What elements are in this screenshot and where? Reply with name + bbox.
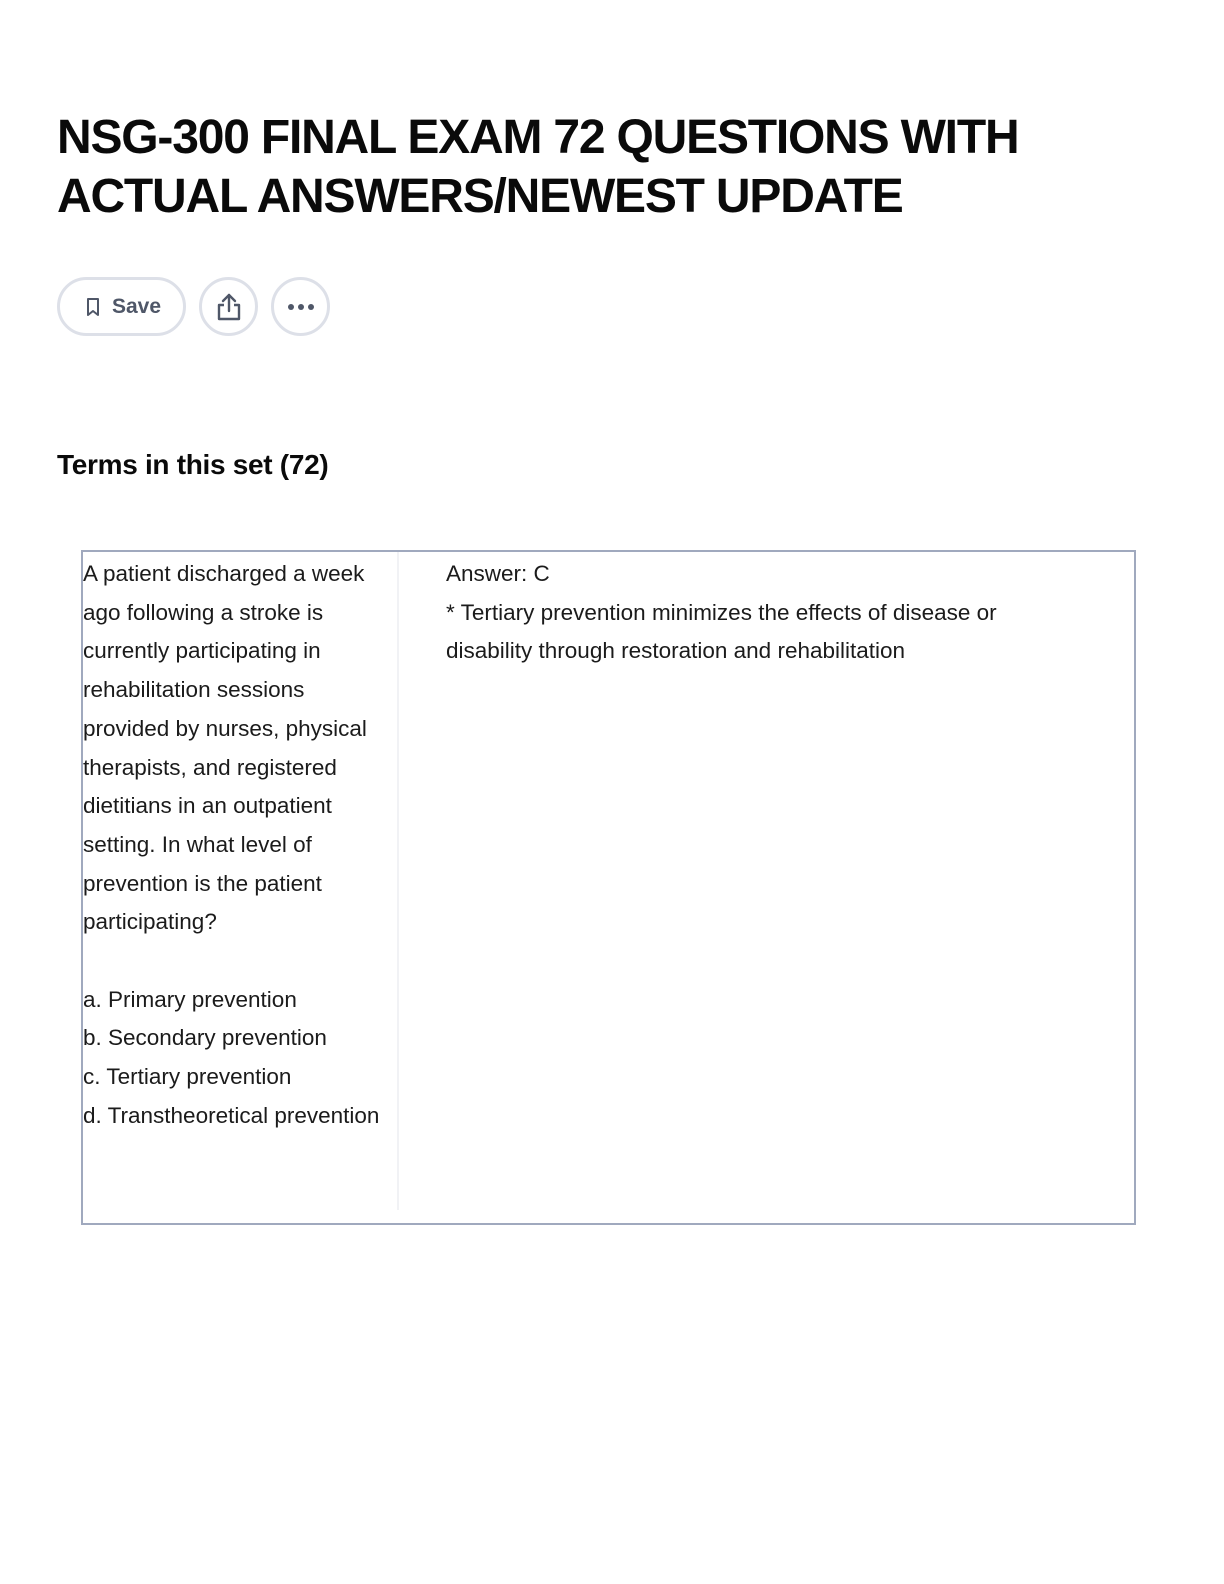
save-button-label: Save [111, 294, 162, 318]
bookmark-icon [86, 297, 100, 317]
more-options-icon [287, 303, 315, 311]
action-toolbar [57, 277, 330, 336]
save-button[interactable] [57, 277, 186, 336]
share-button[interactable] [199, 277, 258, 336]
terms-heading: Terms in this set (72) [57, 449, 329, 480]
term-answer: Answer: C * Tertiary prevention minimizes the effects of disease or disability through restoration and rehabilitation [446, 561, 997, 664]
term-card [81, 550, 1136, 1225]
more-options-button[interactable] [271, 277, 330, 336]
term-question: A patient discharged a week ago following a stroke is currently participating in rehabilitation sessions provided by nurses, physical therapists, and registered dietitians in an outpatient setting. In what level of prevention is the patient participating? a. Primary prevention b. Secondary prevention c. Tertiary prevention d. Transtheoretical prevention [83, 561, 380, 1128]
card-divider [397, 552, 399, 1210]
share-icon [216, 292, 242, 322]
page-title: NSG-300 FINAL EXAM 72 QUESTIONS WITH ACTUAL ANSWERS/NEWEST UPDATE [57, 111, 1019, 223]
